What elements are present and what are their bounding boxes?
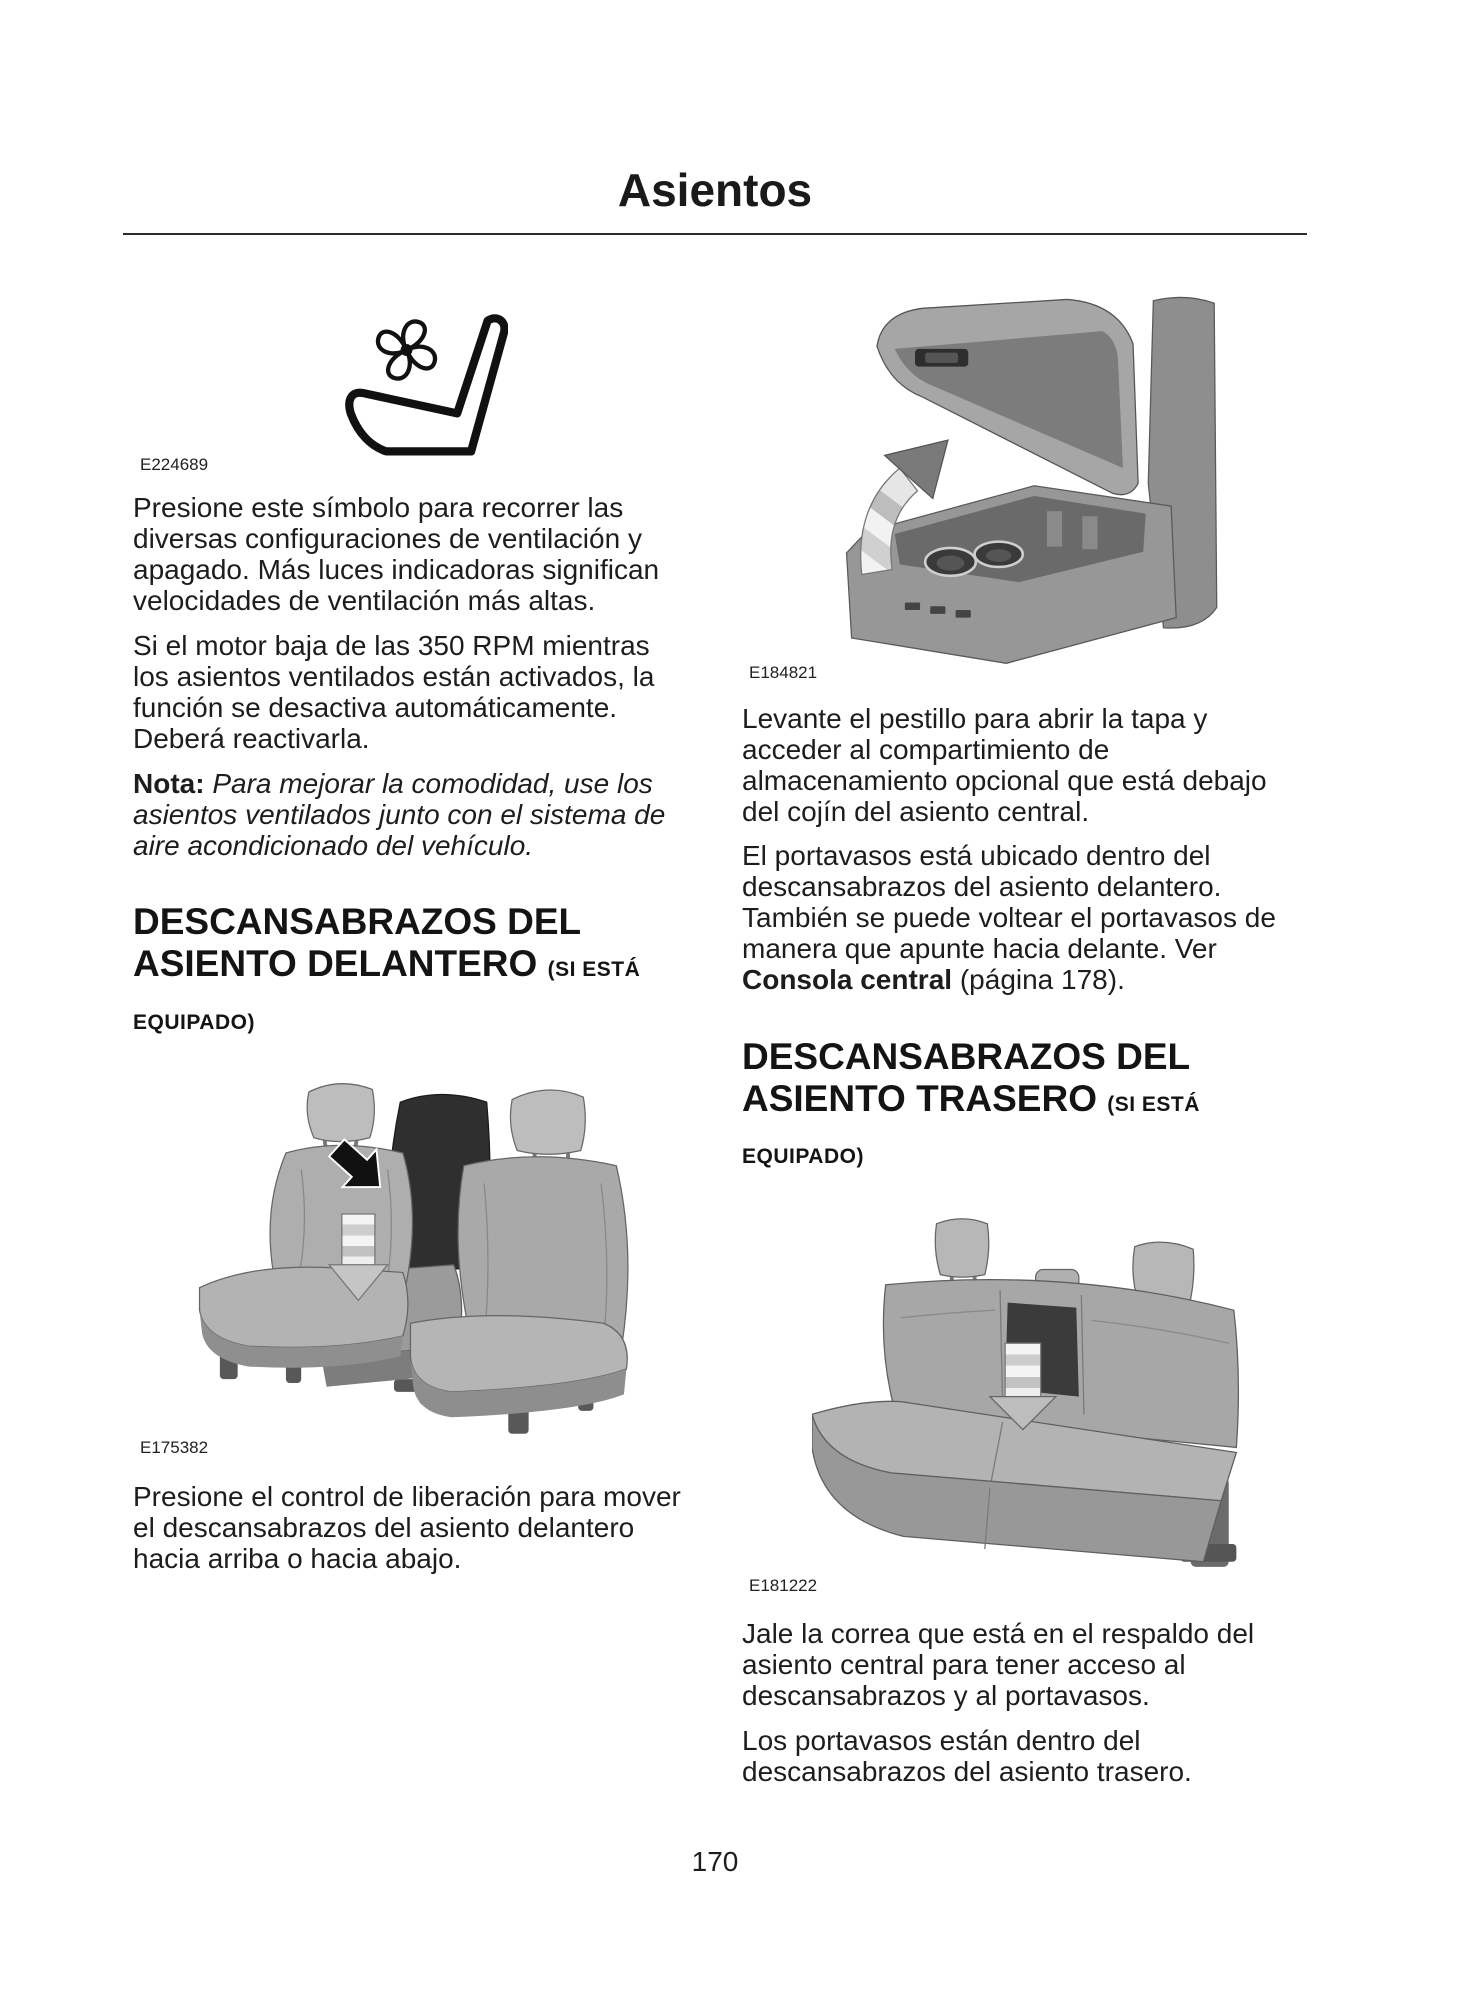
rear-strap-paragraph: Jale la correa que está en el respaldo del asiento central para tener acceso al descansabrazos y al portavasos.	[742, 1618, 1255, 1711]
lid-latch-grip	[925, 353, 958, 363]
tray-divider	[1082, 516, 1097, 549]
heading-line-2: ASIENTO DELANTERO	[133, 943, 538, 984]
xref-page: (página 178).	[959, 964, 1125, 995]
heading-qualifier: (SI ESTÁ	[1107, 1093, 1200, 1116]
arrow-shaft	[342, 1214, 375, 1267]
fan-symbol	[375, 318, 438, 381]
ventilated-seat-icon	[343, 312, 508, 459]
left-headrest	[935, 1219, 989, 1277]
ventilation-paragraph: Presione este símbolo para recorrer las diversas configuraciones de ventilación y apagado. Más luces indicadoras significan velocidades de ventilación más altas.	[133, 492, 660, 616]
rear-bench-illustration	[812, 1211, 1244, 1586]
figure-code: E224689	[140, 455, 209, 474]
section-heading-front-armrest	[133, 901, 693, 1035]
cupholder-inner	[986, 549, 1011, 562]
heading-line-1: DESCANSABRAZOS DEL	[133, 901, 582, 942]
front-seats-illustration	[197, 1074, 629, 1434]
right-column	[742, 293, 1302, 1787]
left-headrest	[307, 1084, 374, 1142]
figure-center-console	[742, 293, 1302, 683]
arrow-shaft	[1005, 1343, 1041, 1399]
figure-code: E175382	[140, 1438, 209, 1457]
console-button	[930, 606, 945, 614]
note-paragraph	[133, 768, 693, 861]
note-label: Nota:	[133, 768, 205, 799]
console-button	[905, 602, 920, 610]
heading-qualifier-continued: EQUIPADO)	[133, 1011, 255, 1034]
figure-front-armrest	[133, 1074, 693, 1458]
center-console-illustration	[844, 293, 1218, 671]
heading-line-1: DESCANSABRAZOS DEL	[742, 1036, 1191, 1077]
cupholder-inner	[937, 556, 965, 571]
heading-qualifier-continued: EQUIPADO)	[742, 1145, 864, 1168]
latch-paragraph: Levante el pestillo para abrir la tapa y acceder al compartimiento de almacenamiento opcional que está debajo del cojín del asiento central.	[742, 703, 1267, 827]
tray-divider	[1047, 511, 1062, 546]
figure-code: E181222	[749, 1576, 818, 1595]
left-column	[133, 312, 693, 1574]
xref-consola-central-link[interactable]: Consola central	[742, 964, 953, 995]
figure-rear-armrest	[742, 1211, 1302, 1596]
front-armrest-paragraph: Presione el control de liberación para mover el descansabrazos del asiento delantero hacia arriba o hacia abajo.	[133, 1481, 681, 1574]
section-heading-rear-armrest	[742, 1036, 1302, 1169]
heading-line-2: ASIENTO TRASERO	[742, 1078, 1097, 1119]
cupholder-text: El portavasos está ubicado dentro del descansabrazos del asiento delantero. También se puede voltear el portavasos de manera que apunte hacia delante. Ver	[742, 840, 1276, 964]
cupholder-paragraph	[742, 840, 1302, 995]
figure-ventilated-seat	[133, 312, 693, 475]
page-title: Asientos	[617, 164, 813, 216]
heading-qualifier: (SI ESTÁ	[547, 958, 641, 981]
page-number: 170	[691, 1846, 739, 1877]
left-seat	[200, 1084, 413, 1368]
right-headrest	[510, 1090, 585, 1154]
note-text: Para mejorar la comodidad, use los asientos ventilados junto con el sistema de aire acondicionado del vehículo.	[133, 768, 666, 861]
rpm-paragraph: Si el motor baja de las 350 RPM mientras los asientos ventilados están activados, la función se desactiva automáticamente. Deberá reactivarla.	[133, 630, 655, 754]
title-rule	[123, 233, 1307, 235]
seat-outline	[349, 318, 504, 451]
left-cushion	[200, 1267, 408, 1347]
console-button	[956, 610, 971, 618]
rear-cupholder-paragraph: Los portavasos están dentro del descansabrazos del asiento trasero.	[742, 1725, 1192, 1787]
figure-code: E184821	[749, 663, 818, 682]
